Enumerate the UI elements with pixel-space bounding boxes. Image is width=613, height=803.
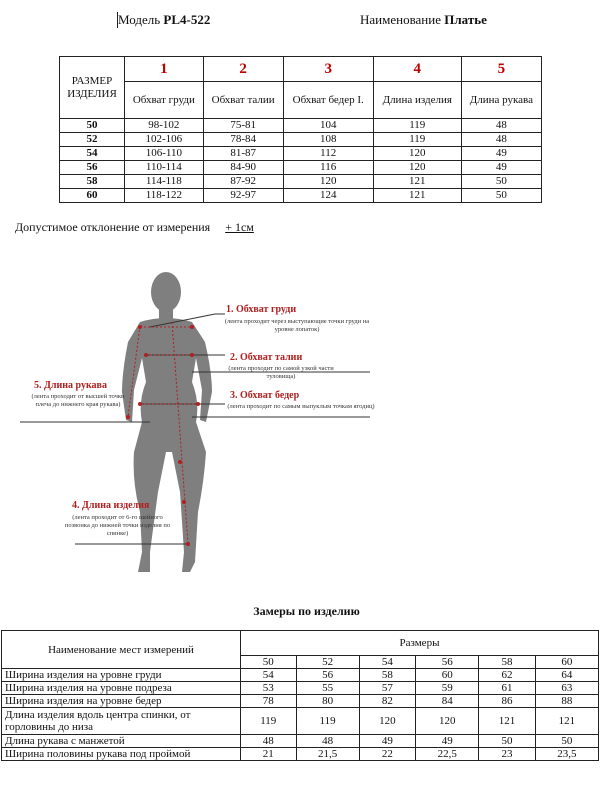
measure-row xyxy=(2,735,599,748)
measure-cell: 60 xyxy=(416,669,479,682)
label-length-desc: (лента проходит от 6-го шейного позвонка до нижней точки изделия по спинке) xyxy=(64,514,171,537)
measure-cell: 82 xyxy=(359,695,416,708)
label-length: 4. Длина изделия xyxy=(72,500,150,511)
measure-cell: 22 xyxy=(359,748,416,761)
size-value: 56 xyxy=(60,161,125,175)
label-sleeve: 5. Длина рукава xyxy=(34,380,107,391)
measure-cell: 80 xyxy=(296,695,359,708)
measure-name: Ширина половины рукава под проймой xyxy=(2,748,241,761)
measure-cell: 84 xyxy=(416,695,479,708)
model-value: PL4-522 xyxy=(163,12,211,27)
measure-cell: 49 xyxy=(416,735,479,748)
label-sleeve-desc: (лента проходит от высшей точки плеча до нижнего края рукава) xyxy=(31,393,125,408)
measure-cell: 121 xyxy=(479,708,536,735)
tolerance-text: Допустимое отклонение от измерения xyxy=(15,220,211,234)
measure-cell: 121 xyxy=(535,708,598,735)
measure-cell: 64 xyxy=(535,669,598,682)
label-waist: 2. Обхват талии xyxy=(230,352,303,363)
size-col-header: 50 xyxy=(241,656,297,669)
label-hips: 3. Обхват бедер xyxy=(230,390,300,401)
size-row xyxy=(60,189,542,203)
measure-cell: 62 xyxy=(479,669,536,682)
size-cell: 48 xyxy=(461,133,541,147)
size-value: 54 xyxy=(60,147,125,161)
tolerance-note xyxy=(15,220,254,235)
measure-cell: 50 xyxy=(535,735,598,748)
tolerance-value: + 1см xyxy=(225,220,254,234)
measures-rows xyxy=(2,669,599,761)
size-cell: 110-114 xyxy=(125,161,204,175)
size-value: 50 xyxy=(60,119,125,133)
measure-cell: 23,5 xyxy=(535,748,598,761)
measure-cell: 21 xyxy=(241,748,297,761)
measure-row xyxy=(2,695,599,708)
size-cell: 78-84 xyxy=(203,133,283,147)
measure-name: Ширина изделия на уровне подреза xyxy=(2,682,241,695)
size-cell: 50 xyxy=(461,189,541,203)
size-row xyxy=(60,161,542,175)
size-cell: 104 xyxy=(283,119,373,133)
size-col-header: 60 xyxy=(535,656,598,669)
size-cell: 119 xyxy=(373,119,461,133)
measures-table xyxy=(1,630,599,761)
measure-cell: 55 xyxy=(296,682,359,695)
size-cell: 120 xyxy=(373,161,461,175)
col-number: 2 xyxy=(203,57,283,82)
measure-cell: 56 xyxy=(296,669,359,682)
size-cell: 114-118 xyxy=(125,175,204,189)
measure-cell: 22,5 xyxy=(416,748,479,761)
size-cell: 84-90 xyxy=(203,161,283,175)
col-header: Обхват бедер I. xyxy=(283,82,373,119)
measure-cell: 119 xyxy=(296,708,359,735)
measure-cell: 53 xyxy=(241,682,297,695)
size-value: 58 xyxy=(60,175,125,189)
size-cell: 50 xyxy=(461,175,541,189)
measure-name: Длина рукава с манжетой xyxy=(2,735,241,748)
size-cell: 48 xyxy=(461,119,541,133)
measure-cell: 119 xyxy=(241,708,297,735)
measure-row xyxy=(2,669,599,682)
size-col-header: 54 xyxy=(359,656,416,669)
size-row xyxy=(60,119,542,133)
size-corner-header: РАЗМЕР ИЗДЕЛИЯ xyxy=(60,57,125,119)
measure-row xyxy=(2,748,599,761)
size-cell: 49 xyxy=(461,147,541,161)
measures-title: Замеры по изделию xyxy=(253,604,360,618)
product-name-line xyxy=(360,12,487,28)
measure-cell: 63 xyxy=(535,682,598,695)
measure-row xyxy=(2,708,599,735)
measure-cell: 88 xyxy=(535,695,598,708)
measure-row xyxy=(2,682,599,695)
measure-cell: 50 xyxy=(479,735,536,748)
name-label: Наименование xyxy=(360,12,441,27)
size-value: 52 xyxy=(60,133,125,147)
measure-cell: 23 xyxy=(479,748,536,761)
label-waist-desc: (лента проходит по самой узкой части туловища) xyxy=(228,365,334,380)
figure-illustration xyxy=(0,262,613,592)
size-cell: 119 xyxy=(373,133,461,147)
size-cell: 118-122 xyxy=(125,189,204,203)
col-number: 5 xyxy=(461,57,541,82)
col-header: Длина рукава xyxy=(461,82,541,119)
size-cell: 75-81 xyxy=(203,119,283,133)
label-chest-desc: (лента проходит через выступающие точки груди на уровне лопаток) xyxy=(224,318,370,333)
col-header: Длина изделия xyxy=(373,82,461,119)
size-row xyxy=(60,147,542,161)
size-cell: 124 xyxy=(283,189,373,203)
size-cell: 120 xyxy=(373,147,461,161)
measure-cell: 86 xyxy=(479,695,536,708)
col-header: Обхват груди xyxy=(125,82,204,119)
size-cell: 121 xyxy=(373,189,461,203)
measure-cell: 120 xyxy=(359,708,416,735)
col-header: Обхват талии xyxy=(203,82,283,119)
size-cell: 87-92 xyxy=(203,175,283,189)
size-row xyxy=(60,133,542,147)
measure-cell: 120 xyxy=(416,708,479,735)
size-cell: 92-97 xyxy=(203,189,283,203)
measure-cell: 59 xyxy=(416,682,479,695)
measure-cell: 48 xyxy=(241,735,297,748)
size-cell: 106-110 xyxy=(125,147,204,161)
size-cell: 112 xyxy=(283,147,373,161)
size-table xyxy=(59,56,542,203)
size-cell: 121 xyxy=(373,175,461,189)
measure-cell: 21,5 xyxy=(296,748,359,761)
measure-cell: 54 xyxy=(241,669,297,682)
col-number: 4 xyxy=(373,57,461,82)
size-row xyxy=(60,175,542,189)
measure-cell: 49 xyxy=(359,735,416,748)
measure-cell: 78 xyxy=(241,695,297,708)
measure-name: Ширина изделия на уровне груди xyxy=(2,669,241,682)
size-value: 60 xyxy=(60,189,125,203)
measure-cell: 58 xyxy=(359,669,416,682)
label-chest: 1. Обхват груди xyxy=(226,304,297,315)
size-cell: 102-106 xyxy=(125,133,204,147)
measure-cell: 57 xyxy=(359,682,416,695)
measure-name: Длина изделия вдоль центра спинки, от горловины до низа xyxy=(2,708,241,735)
model-line xyxy=(118,12,210,28)
measure-cell: 61 xyxy=(479,682,536,695)
size-cell: 98-102 xyxy=(125,119,204,133)
size-cell: 49 xyxy=(461,161,541,175)
size-rows xyxy=(60,119,542,203)
measure-cell: 48 xyxy=(296,735,359,748)
size-cell: 116 xyxy=(283,161,373,175)
measure-name: Ширина изделия на уровне бедер xyxy=(2,695,241,708)
col-number: 1 xyxy=(125,57,204,82)
measures-name-header: Наименование мест измерений xyxy=(2,631,241,669)
label-hips-desc: (лента проходит по самым выпуклым точкам ягодиц) xyxy=(227,403,375,410)
size-col-header: 52 xyxy=(296,656,359,669)
col-number: 3 xyxy=(283,57,373,82)
measures-sizes-header: Размеры xyxy=(241,631,599,656)
measurement-figure xyxy=(0,262,613,592)
size-col-header: 56 xyxy=(416,656,479,669)
size-col-header: 58 xyxy=(479,656,536,669)
name-value: Платье xyxy=(444,12,487,27)
model-label: Модель xyxy=(118,12,161,27)
size-cell: 108 xyxy=(283,133,373,147)
size-cell: 81-87 xyxy=(203,147,283,161)
size-cell: 120 xyxy=(283,175,373,189)
